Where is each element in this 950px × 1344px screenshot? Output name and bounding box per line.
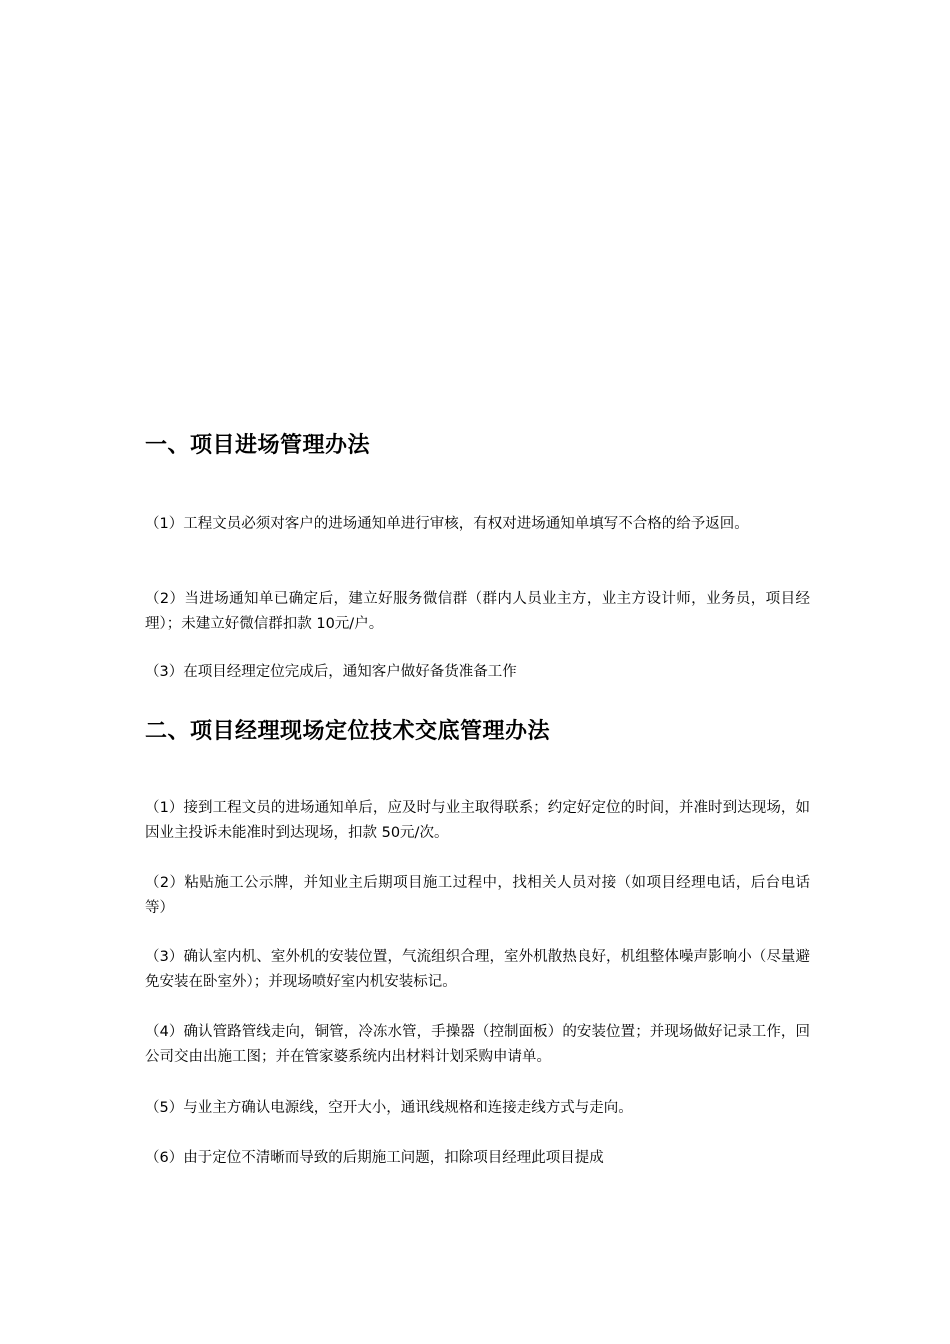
section2-item-2: （2）粘贴施工公示牌，并知业主后期项目施工过程中，找相关人员对接（如项目经理电话，后台电话等）: [145, 875, 810, 916]
section2-item-6: （6）由于定位不清晰而导致的后期施工问题，扣除项目经理此项目提成: [145, 1150, 604, 1166]
section2-item-5: （5）与业主方确认电源线，空开大小，通讯线规格和连接走线方式与走向。: [145, 1100, 633, 1116]
section2-item-1: （1）接到工程文员的进场通知单后，应及时与业主取得联系；约定好定位的时间，并准时到达现场，如因业主投诉未能准时到达现场，扣款 50元/次。: [145, 800, 810, 841]
section1-heading: 一、项目进场管理办法: [145, 433, 371, 458]
section1-item-3: （3）在项目经理定位完成后，通知客户做好备货准备工作: [145, 664, 517, 680]
section2-item-4: （4）确认管路管线走向，铜管，冷冻水管，手操器（控制面板）的安装位置；并现场做好记录工作，回公司交由出施工图；并在管家婆系统内出材料计划采购申请单。: [145, 1024, 810, 1065]
section1-item-1: （1）工程文员必须对客户的进场通知单进行审核，有权对进场通知单填写不合格的给予返回。: [145, 516, 749, 532]
section2-item-3: （3）确认室内机、室外机的安装位置，气流组织合理，室外机散热良好，机组整体噪声影响小（尽量避免安装在卧室外）；并现场喷好室内机安装标记。: [145, 949, 810, 990]
section1-item-2: （2）当进场通知单已确定后，建立好服务微信群（群内人员业主方，业主方设计师，业务员，项目经理）；未建立好微信群扣款 10元/户。: [145, 591, 810, 632]
section2-heading: 二、项目经理现场定位技术交底管理办法: [145, 719, 551, 744]
